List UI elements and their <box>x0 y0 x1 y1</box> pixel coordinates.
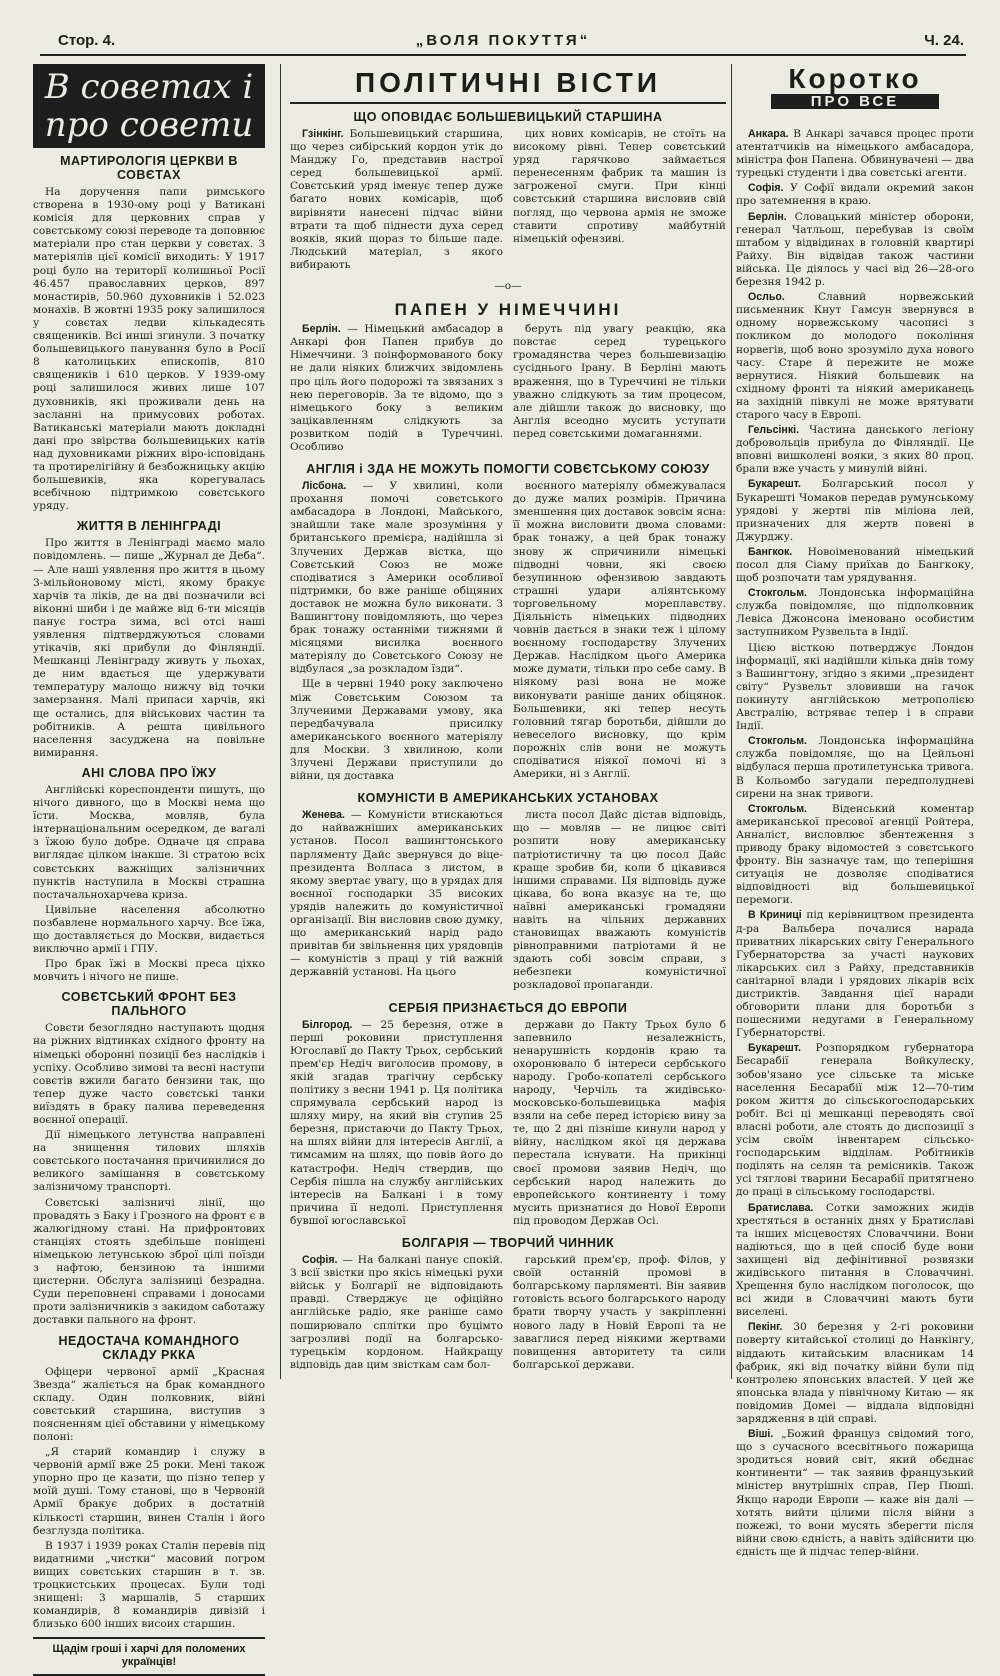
article-text: Цивільне населення абсолютно позбавлене нормального харчу. Все їжа, що доставляється до Москви, видається виключно армії і ГПУ. <box>33 903 265 956</box>
news-text: „Божий француз свідомий того, що з сучасного всесвітнього пожарища зродиться новий світ, який обєднає континенти“ — так заявив французький міністер внутрішніх справ, Пер Пюші. Якщо народи Европи — каже він далі — хотять вийти цілими після війни з пожежі, то вони мусять зберегти після війни свою єдність, а навіть здійснити цю єдність ще й підчас тепер-війни. <box>736 1428 974 1558</box>
news-item <box>736 1202 974 1320</box>
article-body <box>290 480 726 785</box>
article-body <box>290 128 726 274</box>
article-text: На доручення папи римського створена в 1930-ому році у Ватикані комісія для церковних справ у совєтському союзі переводе та доповнює матеріали про стан церкви у совєтах. З матеріялів цієї комісії виходить: У 1917 році було на території колишньої Росії 46.457 православних церков, 897 монастирів, 50.960 духовників і 52.023 монахів. В жовтні 1935 року залишилося у совєтах ледви кількадесять священиків. Всі инші згинули. З початку большевицького панування було в Росії 8 католицьких епископів, 810 священиків і 610 церков. У 1939-ому році залишилося живих лише 107 духовників, які проживали день на засланні на примусових роботах. Ватиканські матеріали мають докладні дані про звірства большевицьких катів над духовниками ріжних віро-ісповідань та протирелігійну й безбожницьку акцію большевиків, яка корегувалась всебічною підтримкою совєтського уряду. <box>33 186 265 513</box>
dateline: Софія. <box>748 182 784 195</box>
news-item <box>736 1042 974 1199</box>
dateline: Білгород. <box>302 1018 353 1031</box>
article-text: — На балкані панує спокій. З всії звістки про якісь німецькі рухи військ у Болгарії не відповідають правді. Стверджує це офіційно англійське радіо, яке раніше само поширювало сплітки про буцімто загрозливі події на болгарсько-турецькім кордоном. Найкращу відповідь дав цим звісткам сам бол- <box>290 1254 504 1371</box>
article-title: АНГЛІЯ і ЗДА НЕ МОЖУТЬ ПОМОГТИ СОВЄТСЬКОМУ СОЮЗУ <box>306 462 710 477</box>
dateline: Стокгольм. <box>748 802 807 815</box>
column-rule <box>731 64 732 1379</box>
article-text: Большевицький старшина, що через сибірський кордон утік до Манджу Го, представив настрої серед большевицької армії. Совєтський уряд іменує тепер дуже багато нових комісарів, щоб вирівняти нанесені підчас війни втрати та щоб піднести духа серед вояків, який щораз то більше паде. Людський матеріал, з якого вибирають <box>290 128 503 271</box>
news-item <box>736 291 974 422</box>
dateline: Софія. <box>302 1254 338 1267</box>
article-text: — У хвилині, коли прохання помочі совєтського амбасадора в Лондоні, Майського, знайшли таке мале зрозуміння у британського премієра, надійшла зі Злучених Держав вістка, що Совєтський Союз не може сподіватися з Америки особливої підтримки, бо вже раніше обіцяних доставок не можна було виконати. З Вашингтону повідомляють, що через брак тонажу останніми тижнями й місяцями висилка воєнного матеріялу до Совєтського Союзу не відбулася „за розкладом їзди“. <box>290 480 504 676</box>
article-text: Про життя в Ленінграді маємо мало повідомлень. — пише „Журнал де Деба“. — Але наші уявлення про життя в цьому 3-мільйоновому місті, якому бракує харчів та ліків, де на дві позначили всі віконні шиби і де майже від 6-ти місяців панує гостра зима, всі отсі наші уявлення підтверджуються словами утікачів, які прибули до Фінляндії. Мешканці Ленінграду живуть у льохах, де ним вдається ще удержувати температуру малощо нижчу від точки замерзання. Малі припаси харчів, які ще остались, для військових частин та робітників. А решта цивільного населення засуджена на повільне вимирання. <box>33 537 265 759</box>
article-text: листа посол Дайс дістав відповідь, що — мовляв — не лицює світі розпити нову американську патріотистичну та цю посол Дайс краще зробив би, коли б цікавився іншими справами. Ця відповідь дуже цікава, бо вона вказує на те, що наївні американські громадяни навіть на чільних державних становищах вважають комуністів рівноправними патріотами й не здають собі зовсім справи, з небезпеки комуністичної розкладової пропаганди. <box>513 809 726 992</box>
article-text: — 25 березня, отже в перші роковини приступлення Югославії до Пакту Трьох, сербський прем'єр Недіч виголосив промову, в якій згадав трагічну сербську політику з весни 1941 р. Ця політика спрямувала сербський народ із шляху миру, на який він ступив 25 березня, пристаючи до Пакту Трьох, на шлях війни для інтересів Англії, а тимсамим на шлях, що повів його до катастрофи. Недіч ствердив, що Сербія пішла на службу англійських інтересів на Балкані і в тому причина її недолі. Приступлення бувшої югославської <box>290 1018 503 1227</box>
right-column <box>736 63 975 1558</box>
dateline: Букарешт. <box>748 1042 801 1055</box>
article-text: Совєти безоглядно наступають щодня на ріжних відтинках східного фронту на німецькі оборонні позиції без наслідків і успіху. Особливо зимові та весні наступи совєтів вжили багато бензини так, що тепер дуже часто совєтські танки виїздять в браку палива переведення воєнної операції. <box>33 1022 265 1126</box>
news-text: під керівництвом президента д-ра Вальбера почалися нарада приватних лікарських світу Генерального Губернаторства за участі наукових лікарських сил з Райху, представників санітарної влади і урядових лікарів всіх дистриктів. Завдання цієї наради обговорити плани для боротьби з пошесними недугами в Генеральному Губернаторстві. <box>736 909 974 1040</box>
news-text: Новоіменований німецький посол для Сіаму приїхав до Бангкоку, щоб розпочати там урядування. <box>736 545 975 585</box>
news-item <box>736 478 974 543</box>
newspaper-title: „ВОЛЯ ПОКУТТЯ“ <box>415 32 591 49</box>
article-title: ЩО ОПОВІДАЄ БОЛЬШЕВИЦЬКИЙ СТАРШИНА <box>353 110 663 124</box>
article-body <box>290 809 726 994</box>
news-text: Сотки заможних жидів хрестяться в останніх днях у Братиславі та інших місцевостях Словаччини. Вони надіються, що в цей спосіб буде вони захищені від дефінітивної розвязки жидівського питання в Словаччині. Хрещення було наслідком поголосок, що всі жиди в Словаччині мають бути виселені. <box>736 1201 975 1319</box>
article-text: — Комуністи втискаються до найважніших американських установ. Посол вашингтонського парляменту Дайс звернувся до віце-президента Волласа з листом, в якому звертає увагу, що в урядах для воєнної господарки 35 високих урядів належить до комуністичної організації. Він висловив свою думку, що американський нарід радо привітав би звільнення цих урядовців — комуністів з праці у тій важній державній установі. На цього <box>290 809 503 979</box>
column-rule <box>280 64 281 1379</box>
news-item <box>736 587 974 639</box>
page-number: Стор. 4. <box>58 32 116 49</box>
article-title: НЕДОСТАЧА КОМАНДНОГО СКЛАДУ РККА <box>58 1333 240 1362</box>
footer-slogan: Щадім гроші і харчі для поломених українців! <box>33 1637 265 1675</box>
article-title: СЕРБІЯ ПРИЗНАЄТЬСЯ ДО ЕВРОПИ <box>388 1000 628 1015</box>
dateline: Віші. <box>748 1428 774 1441</box>
news-text: В Анкарі зачався процес проти атентатчиків на німецького амбасадора, міністра фон Папена. Обвинувачені — два турецькі студенти і два совєтські агенти. <box>736 128 974 180</box>
dateline: Братислава. <box>748 1201 814 1214</box>
dateline: Осльо. <box>748 291 785 304</box>
news-item <box>736 642 974 734</box>
news-item <box>736 546 974 585</box>
news-text: Частина данського легіону добровольців прибула до Фінляндії. Це вповні вишколені вояки, з яких 80 проц. брали вже участь у минулій війні. <box>736 424 974 476</box>
article-text: гарський прем'єр, проф. Філов, у своїй останній промові в болгарському парляменті. Він заявив готовість всього болгарського народу брати творчу участь у закріпленні нового ладу в Новій Европі та не заваглися перед ніякими жертвами повищення авторитету та сили болгарської держави. <box>513 1254 726 1371</box>
article-text: В 1937 і 1939 роках Сталін перевів під видатними „чистки“ масовий погром вищих совєтських старшин в т. зв. троцкистських процесах. Були тоді знищені: 3 маршалів, 5 старших командирів, 8 командирів дивізій і близько 600 інших висоих старшин. <box>33 1539 265 1631</box>
dateline: Лісбона. <box>302 480 347 493</box>
news-text: Розпорядком губернатора Бесарабії генерала Войкулеску, зобов'язано усе сільське та міське населення Бесарабії між 12—70-тим роком життя до сільськогосподарських робіт. Всі ці мешканці переводять свої власні роботи, але стоять до диспозиції з усім своїм інвентарем сільсько-господарським відділам. Робітників поділять на селян та ремісників. Також усі тяглові тварини Бесарабії притягнено до праці в сільському господарстві. <box>736 1042 974 1199</box>
news-item <box>736 424 974 476</box>
news-item <box>736 211 974 290</box>
dateline: Гельсінкі. <box>748 424 800 437</box>
dateline: В Криниці <box>748 909 802 922</box>
news-item <box>736 803 974 908</box>
article-text: цих нових комісарів, не стоїть на високому рівні. Тепер совєтський уряд гарячково займається перенесенням фабрик та машин із загроженої смуги. При кінці совєтський старшина висловив свій погляд, що червона армія не зможе ставити спротиву майбутній німецькій офензиві. <box>513 128 726 245</box>
article-title: КОМУНІСТИ В АМЕРИКАНСЬКИХ УСТАНОВАХ <box>357 791 659 806</box>
left-column <box>33 64 265 1669</box>
news-item <box>736 735 974 800</box>
section-banner-sovety: В советах і про совети <box>33 64 265 148</box>
news-text: Цією вісткою потверджує Лондон інформації, які надійшли кілька днів тому з Вашингтону, згідно з якими „президент світу“ Рузвельт зловивши на гачок покинуту англійською метрополією Австралію, встряває тепер і в справи Індії. <box>736 641 974 733</box>
article-text: Ще в червні 1940 року заключено між Совєтським Союзом та Злученими Державами умову, яка передбачувала присилку американського воєнного матеріялу для Москви. З хвилиною, коли Злучені Держави приступили до війни, ця доставка <box>290 678 503 783</box>
banner-subtitle: ПРО ВСЕ <box>771 94 940 109</box>
article-text: Офіцери червоної армії „Красная Звезда“ жаліється на брак командного складу. Один полковник, війні совєтський старшина, виступив з поясненням цієї обставини у німецькому полоні: <box>33 1365 265 1443</box>
news-text: Словацький міністер оборони, генерал Чатльош, перебував із своїм штабом у відвідинах в головній квартирі Райху. Він відвідав також частини війська. Це діялось у часі від 26—28-ого березня 1942 р. <box>736 210 974 289</box>
article-text: воєнного матеріялу обмежувалася до дуже малих розмірів. Причина зменшення цих доставок зовсім ясна: її можна висловити двома словами: брак тонажу, а цей брак тонажу знову ж спричинили німецькі підводні човни, які своєю безупинною офензивою завдають страшні удари аліянтському торговельному мореплавству. Діяльність німецьких підводних човнів дається в знаки теж і цілому воєнному господарству Злучених Держав. Наслідком цього Америка може думати, тільки про себе саму. В ніякому разі вона не може виконувати раніше даних обіцянок. Большевики, які тепер несуть головний тягар боротьби, дійшли до невеселого висновку, що крім порожніх слів вони не можуть сподіватися ніякої помочі ні з Америки, ні з Англії. <box>513 480 726 781</box>
section-banner-politics: ПОЛІТИЧНІ ВІСТИ <box>290 64 726 104</box>
dateline: Стокгольм. <box>748 735 807 748</box>
news-list <box>736 128 974 1559</box>
article-title: ПАПЕН У НІМЕЧЧИНІ <box>394 300 622 320</box>
news-item <box>736 128 974 180</box>
article-title: БОЛГАРІЯ — ТВОРЧИЙ ЧИННИК <box>401 1236 615 1251</box>
news-item <box>736 182 974 208</box>
article-text: „Я старий командир і служу в червоній армії вже 25 роки. Мені також упорно про це казати, що пізно тепер у моїй душі. Тому станові, що в Червоній Армії бракує добрих в достатній кількості старшин, винен Сталін і його безглузда політика. <box>33 1446 265 1537</box>
dateline: Букарешт. <box>748 478 801 491</box>
article-title: МАРТИРОЛОГІЯ ЦЕРКВИ В СОВЄТАХ <box>60 154 238 182</box>
page-header <box>40 30 966 56</box>
dateline: Гзінкінг. <box>302 128 344 140</box>
news-item <box>736 909 974 1040</box>
dateline: Берлін. <box>302 323 341 336</box>
dateline: Стокгольм. <box>748 587 807 600</box>
center-column <box>290 64 726 1379</box>
article-text: Про брак їжі в Москві преса ціхко мовчить і нічого не пише. <box>33 958 265 984</box>
article-text: держави до Пакту Трьох було б запевнило незалежність, ненарушність кордонів краю та охоронювало б інтереси сербського народу. Гробо-копателі сербського народу, Черчіль та жидівсько-московсько-большевицька мафія взяли на себе перед історією вину за те, що 2 дні пізніше кинули народ у війну, наслідком якої ця держава перестала існувати. На прикінці своєї промови заявив Недіч, що сербський народ належить до европейського континенту і тому мусить признатися до Нової Европи під проводом Держав Осі. <box>513 1018 726 1227</box>
section-banner-briefly <box>736 64 974 122</box>
news-text: У Софії видали окремий закон про затемнення в краю. <box>736 182 974 208</box>
article-body <box>290 1254 726 1374</box>
article-title: СОВЄТСЬКИЙ ФРОНТ БЕЗ ПАЛЬНОГО <box>61 990 237 1019</box>
dateline: Женева. <box>302 809 345 822</box>
issue-number: Ч. 24. <box>924 32 964 49</box>
article-body <box>290 1019 726 1231</box>
news-text: Віденський коментар американської пресової агенції Ройтера, Анналіст, висловлює збентеження з приводу браку відомостей з совєтського фронту. Він зазначує там, що теперішня ситуація не дозволяє сподіватися відповідності від большевицької перемоги. <box>736 802 974 907</box>
article-text: Дії німецького летунства направлені на знищення тилових шляхів совєтського постачання причинилися до великого замішання в совєтському залізничому транспорті. <box>33 1129 265 1194</box>
article-text: Англійські кореспонденти пишуть, що нічого дивного, що в Москві нема що їсти. Москва, мовляв, була інтернаціональним осередком, де вагалі з їжою було добре. Одначе ця справа виглядає цілком інакше. Зі стратою всіх совєтських важніщих залізничних пунктів наступила в Москві страшна постачальнохарчева криза. <box>33 783 265 901</box>
article-text: беруть під увагу реакцію, яка повстає серед турецького громадянства через большевизацію сусіднього Ірану. В Берліні мають враження, що в Туреччині не тільки уважно слідкують за тим процесом, але дійшли також до висновку, що Англія всеодно мусить уступати перед совєтськими домаганнями. <box>513 323 726 440</box>
news-text: Болгарський посол у Букарешті Чомаков передав румунському урядові у жертві пів міліона лей, призначених для жертв повені в Джурджу. <box>736 478 974 543</box>
dateline: Бангкок. <box>748 545 793 558</box>
article-body <box>290 323 726 456</box>
article-title: АНІ СЛОВА ПРО ЇЖУ <box>81 765 217 780</box>
news-text: Лондонська інформаційна служба повідомляє, що на Цейльоні відбулася перша протилетунська тривога. В Кольомбо загудали передполудневі сирени на знак тривоги. <box>736 735 975 800</box>
news-text: Лондонська інформаційна служба повідомляє, що підполковник Левіса Джонсона іменовано особистим заступником Рузвельта в Індії. <box>736 587 975 639</box>
article-title: ЖИТТЯ В ЛЕНІНГРАДІ <box>76 519 222 534</box>
divider: —о— <box>494 280 522 293</box>
news-item <box>736 1428 974 1559</box>
dateline: Анкара. <box>748 128 789 140</box>
banner-title: Коротко <box>788 63 922 94</box>
news-text: Славний норвежський письменник Кнут Гамсун звернувся в одному норвежському часописі з покликом до молодого покоління норвегів, щоб воно зрозуміло духа нового часу. Старе й пережите не може вернутися. Ніякий большевик на східному фронті та ніякий американець на західній півкулі не може врятувати старого часу в Европі. <box>736 291 975 421</box>
article-text: — Німецький амбасадор в Анкарі фон Папен прибув до Німеччини. З поінформованого боку не дали ніяких ближчих звідомлень про ціль його подорожі та звязаних з нею переговорів. За те відомо, що з німецького боку з великим зацікавленням слідкують за розвитком подій в Туреччині. Особливо <box>290 323 503 453</box>
news-item <box>736 1321 974 1426</box>
dateline: Берлін. <box>748 210 787 223</box>
article-text: Совєтські залізничі лінії, що провадять з Баку і Грозного на фронт є в жалюгідному стані. На прифронтових станціях стоять здебільше поніщені німецькою летунською зброї цілі поїзди з нафтою, бензиною та іншими цистерни. Обслуга залізниці безрадна. Суди переповнені справами і доносами проти залізничників з закидом саботажу доставки пального на фронт. <box>33 1196 265 1327</box>
news-text: 30 березня у 2-гі роковини поверту китайської столиці до Нанкінгу, віддають китайським власникам 14 фабрик, які від початку війни були під контролею японських властей. У цей же японська влада у північному Китаю — як повідомив Домеі — віддала відповідні зарядження в цій справі. <box>736 1321 974 1425</box>
dateline: Пекінг. <box>748 1321 783 1334</box>
